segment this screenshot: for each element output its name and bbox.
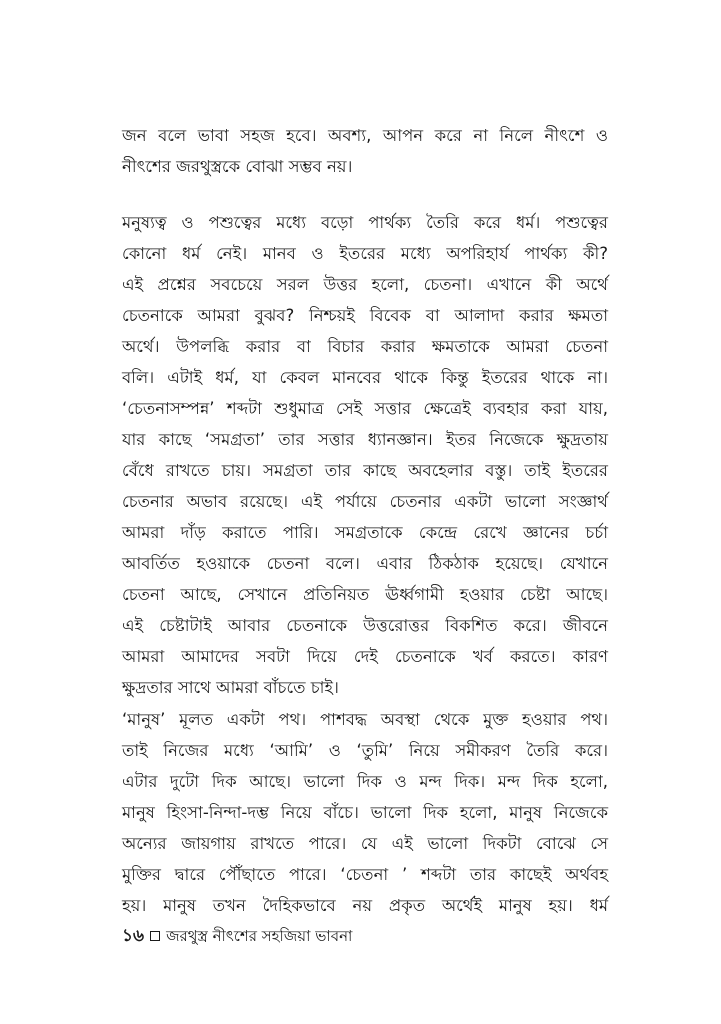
paragraph-2 [122,207,608,703]
text-line: অন্যের জায়গায় রাখতে পারে। যে এই ভালো দিকটা বোঝে সে [122,834,608,853]
text-line: অর্থে। উপলব্ধি করার বা বিচার করার ক্ষমতাকে আমরা চেতনা [122,337,608,356]
text-line: ক্ষুদ্রতার সাথে আমরা বাঁচতে চাই। [122,678,339,697]
text-line: এই প্রশ্নের সবচেয়ে সরল উত্তর হলো, চেতনা। এখানে কী অর্থে [122,275,608,294]
running-title: জরথুস্ত্র নীৎশের সহজিয়া ভাবনা [166,927,353,945]
text-line: বেঁধে রাখতে চায়। সমগ্রতা তার কাছে অবহেলার বস্তু। তাই ইতরের [122,461,608,480]
text-line: নীৎশের জরথুস্ত্রকে বোঝা সম্ভব নয়। [122,157,353,176]
text-line: এটার দুটো দিক আছে। ভালো দিক ও মন্দ দিক। মন্দ দিক হলো, [122,772,608,791]
text-line: মুক্তির দ্বারে পৌঁছাতে পারে। ‘চেতনা ’ শব্দটা তার কাছেই অর্থবহ [122,865,608,884]
text-line: ‘মানুষ’ মূলত একটা পথ। পাশবদ্ধ অবস্থা থেকে মুক্ত হওয়ার পথ। [122,710,608,729]
text-line: এই চেষ্টাটাই আবার চেতনাকে উত্তরোত্তর বিকশিত করে। জীবনে [122,616,608,635]
page-number: ১৬ [122,926,145,946]
text-line: আবর্তিত হওয়াকে চেতনা বলে। এবার ঠিকঠাক হয়েছে। যেখানে [122,554,608,573]
paragraph-3 [122,704,608,921]
text-line: যার কাছে ‘সমগ্রতা’ তার সত্তার ধ্যানজ্ঞান। ইতর নিজেকে ক্ষুদ্রতায় [122,430,608,449]
text-line: ‘চেতনাসম্পন্ন’ শব্দটা শুধুমাত্র সেই সত্তার ক্ষেত্রেই ব্যবহার করা যায়, [122,399,608,418]
square-box-icon [150,931,160,941]
text-line: চেতনা আছে, সেখানে প্রতিনিয়ত ঊর্ধ্বগামী হওয়ার চেষ্টা আছে। [122,585,608,604]
text-line: কোনো ধর্ম নেই। মানব ও ইতরের মধ্যে অপরিহার্য পার্থক্য কী? [122,244,608,263]
page-footer [122,922,352,950]
text-line: জন বলে ভাবা সহজ হবে। অবশ্য, আপন করে না নিলে নীৎশে ও [122,126,608,145]
text-line: চেতনাকে আমরা বুঝব? নিশ্চয়ই বিবেক বা আলাদা করার ক্ষমতা [122,306,608,325]
text-line: আমরা দাঁড় করাতে পারি। সমগ্রতাকে কেন্দ্রে রেখে জ্ঞানের চর্চা [122,523,608,542]
text-line: মানুষ হিংসা-নিন্দা-দম্ভ নিয়ে বাঁচে। ভালো দিক হলো, মানুষ নিজেকে [122,803,608,822]
text-line: মনুষ্যত্ব ও পশুত্বের মধ্যে বড়ো পার্থক্য তৈরি করে ধর্ম। পশুত্বের [122,213,608,232]
text-line: চেতনার অভাব রয়েছে। এই পর্যায়ে চেতনার একটা ভালো সংজ্ঞার্থ [122,492,608,511]
text-line: হয়। মানুষ তখন দৈহিকভাবে নয় প্রকৃত অর্থেই মানুষ হয়। ধর্ম [122,896,608,915]
text-line: আমরা আমাদের সবটা দিয়ে দেই চেতনাকে খর্ব করতে। কারণ [122,647,608,666]
text-line: বলি। এটাই ধর্ম, যা কেবল মানবের থাকে কিন্তু ইতরের থাকে না। [122,368,608,387]
text-line: তাই নিজের মধ্যে ‘আমি’ ও ‘তুমি’ নিয়ে সমীকরণ তৈরি করে। [122,741,608,760]
paragraph-1 [122,120,608,182]
